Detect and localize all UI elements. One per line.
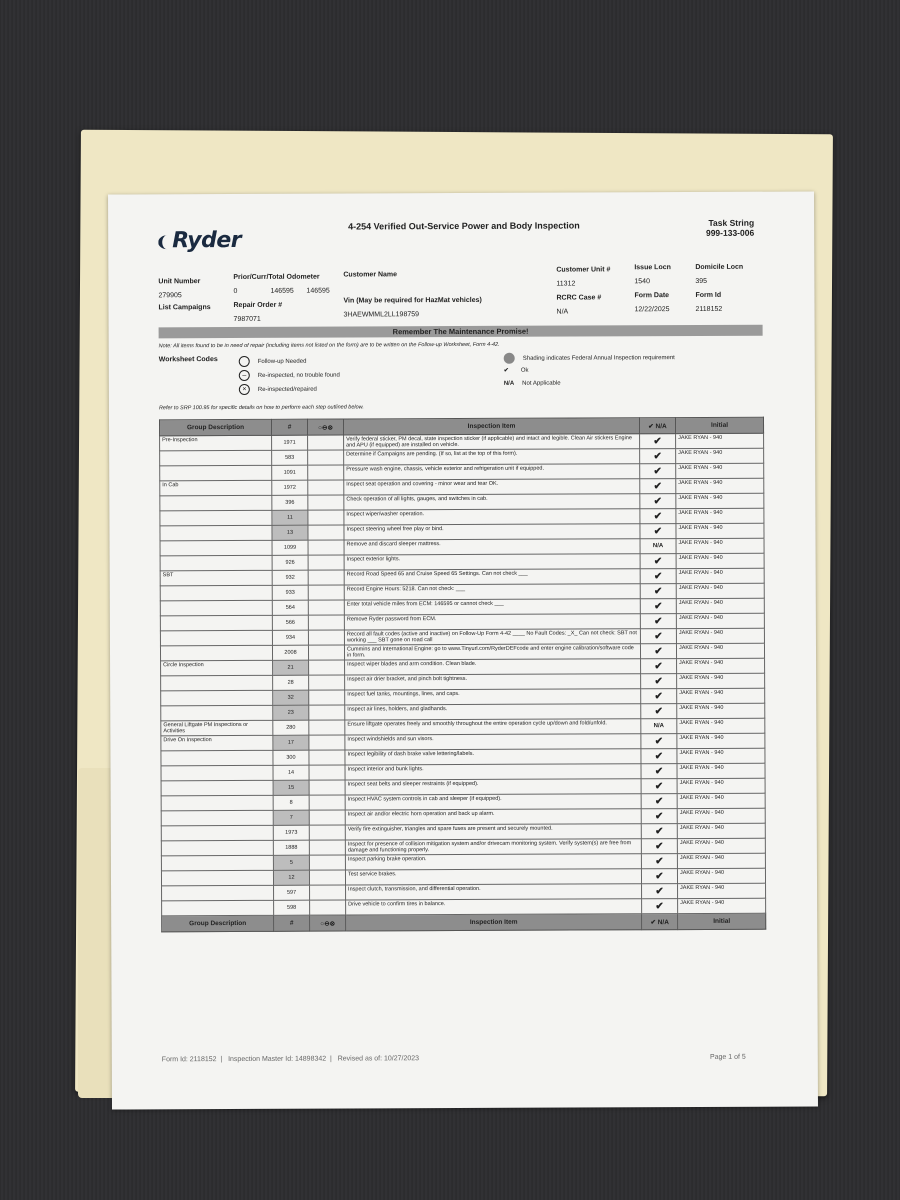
- code-cell: [309, 855, 345, 870]
- check-cell: ✔: [641, 689, 677, 704]
- check-cell: ✔: [640, 569, 676, 584]
- code-cell: [308, 495, 344, 510]
- check-cell: ✔: [640, 524, 676, 539]
- item-number: 23: [273, 705, 309, 720]
- inspection-form: [108, 191, 818, 1109]
- check-cell: ✔: [641, 764, 677, 779]
- group-cell: [161, 690, 273, 705]
- check-cell: ✔: [641, 854, 677, 869]
- check-cell: ✔: [640, 434, 676, 449]
- inspection-item: Inspect seat belts and sleeper restraints (if equipped).: [345, 779, 641, 795]
- check-cell: ✔: [641, 824, 677, 839]
- inspection-item: Drive vehicle to confirm tires in balance.: [346, 899, 642, 915]
- inspection-item: Record Engine Hours: 5218. Can not check: ___: [344, 584, 640, 600]
- group-cell: [160, 525, 272, 540]
- group-cell: [161, 705, 273, 720]
- initial-cell: JAKE RYAN - 940: [677, 823, 765, 838]
- code-cell: [309, 795, 345, 810]
- group-cell: [161, 870, 273, 885]
- check-cell: ✔: [640, 554, 676, 569]
- initial-cell: JAKE RYAN - 940: [677, 658, 765, 673]
- item-number: 8: [273, 795, 309, 810]
- code-cell: [309, 870, 345, 885]
- check-cell: N/A: [641, 719, 677, 734]
- group-cell: [160, 510, 272, 525]
- check-cell: ✔: [642, 884, 678, 899]
- inspection-item: Pressure wash engine, chassis, vehicle exterior and refrigeration unit if equipped.: [344, 464, 640, 480]
- check-cell: ✔: [640, 614, 676, 629]
- check-cell: ✔: [641, 659, 677, 674]
- vin: 3HAEWMML2LL198759: [343, 311, 420, 319]
- initial-cell: JAKE RYAN - 940: [677, 703, 765, 718]
- group-cell: [160, 465, 272, 480]
- inspection-item: Remove Ryder password from ECM.: [344, 614, 640, 630]
- check-cell: ✔: [641, 734, 677, 749]
- code-cell: [309, 810, 345, 825]
- check-cell: ✔: [640, 644, 676, 659]
- code-cell: [310, 900, 346, 915]
- inspection-item: Check operation of all lights, gauges, and switches in cab.: [344, 494, 640, 510]
- code-cell: [309, 675, 345, 690]
- item-number: 1888: [273, 840, 309, 855]
- group-cell: [161, 855, 273, 870]
- inspection-item: Inspect wiper/washer operation.: [344, 509, 640, 525]
- inspection-item: Inspect windshields and sun visors.: [345, 734, 641, 750]
- code-cell: [309, 840, 345, 855]
- group-cell: Circle Inspection: [161, 660, 273, 675]
- initial-cell: JAKE RYAN - 940: [677, 688, 765, 703]
- page-title: 4-254 Verified Out-Service Power and Body Inspection: [348, 220, 580, 232]
- inspection-item: Verify federal sticker, PM decal, state inspection sticker (if applicable) and intact and legible. Clean Air stickers Engine and APU (if equipped) are installed on vehicle.: [344, 434, 640, 450]
- check-cell: ✔: [640, 464, 676, 479]
- item-number: 5: [273, 855, 309, 870]
- task-string: Task String 999-133-006: [705, 217, 755, 238]
- initial-cell: JAKE RYAN - 940: [676, 448, 764, 463]
- check-cell: ✔: [642, 899, 678, 914]
- initial-cell: JAKE RYAN - 940: [676, 613, 764, 628]
- inspection-item: Inspect legibility of dash brake valve lettering/labels.: [345, 749, 641, 765]
- item-number: 934: [272, 630, 308, 645]
- code-cell: [308, 570, 344, 585]
- code-cell: [308, 510, 344, 525]
- item-number: 396: [272, 495, 308, 510]
- initial-cell: JAKE RYAN - 940: [676, 598, 764, 613]
- inspection-item: Enter total vehicle miles from ECM: 146595 or cannot check ___: [344, 599, 640, 615]
- reinspected-ok-icon: –: [239, 370, 250, 381]
- inspection-item: Inspect parking brake operation.: [345, 854, 641, 870]
- follow-up-icon: [239, 356, 250, 367]
- inspection-item: Cummins and International Engine: go to www.Tinyurl.com/RyderDEFcode and enter engine calibration/software code in form.: [344, 644, 640, 660]
- initial-cell: JAKE RYAN - 940: [677, 808, 765, 823]
- initial-cell: JAKE RYAN - 940: [677, 733, 765, 748]
- initial-cell: JAKE RYAN - 940: [677, 853, 765, 868]
- group-cell: Pre-Inspection: [160, 435, 272, 450]
- initial-cell: JAKE RYAN - 940: [677, 793, 765, 808]
- code-cell: [309, 735, 345, 750]
- inspection-item: Inspect air lines, holders, and gladhands.: [345, 704, 641, 720]
- item-number: 1972: [272, 480, 308, 495]
- group-cell: [160, 585, 272, 600]
- ryder-logo: Ryder: [158, 228, 241, 253]
- initial-cell: JAKE RYAN - 940: [676, 493, 764, 508]
- item-number: 566: [272, 615, 308, 630]
- inspection-table: [159, 417, 766, 933]
- initial-cell: JAKE RYAN - 940: [678, 898, 766, 913]
- item-number: 17: [273, 735, 309, 750]
- group-cell: [160, 615, 272, 630]
- item-number: 32: [273, 690, 309, 705]
- code-cell: [308, 465, 344, 480]
- initial-cell: JAKE RYAN - 940: [677, 838, 765, 853]
- group-cell: [161, 795, 273, 810]
- inspection-item: Inspect seat operation and covering - minor wear and tear OK.: [344, 479, 640, 495]
- inspection-item: Inspect air and/or electric horn operation and back up alarm.: [345, 809, 641, 825]
- group-cell: [160, 630, 272, 645]
- group-cell: [161, 810, 273, 825]
- initial-cell: JAKE RYAN - 940: [677, 673, 765, 688]
- item-number: 21: [273, 660, 309, 675]
- initial-cell: JAKE RYAN - 940: [677, 748, 765, 763]
- item-number: 15: [273, 780, 309, 795]
- item-number: 933: [272, 585, 308, 600]
- group-cell: [161, 840, 273, 855]
- initial-cell: JAKE RYAN - 940: [676, 568, 764, 583]
- worksheet-codes: Worksheet Codes Follow-up Needed – Re-inspected, no trouble found × Re-inspected/repaired Shading indicates Federal Annual Inspection requirement ✔ Ok N/A Not Applicable: [159, 352, 763, 407]
- inspection-item: Record all fault codes (active and inactive) on Follow-Up Form 4-42 ____ No Fault Codes: _X_ Can not check: SBT not working ___ SBT gone on road call: [344, 629, 640, 645]
- code-cell: [309, 690, 345, 705]
- initial-cell: JAKE RYAN - 940: [676, 643, 764, 658]
- unit-number: 279905: [158, 292, 182, 300]
- check-cell: ✔: [641, 674, 677, 689]
- item-number: 28: [273, 675, 309, 690]
- table-header-row: Group Description # ○⊖⊗ Inspection Item ✔ N/A Initial: [159, 417, 763, 436]
- page-number: Page 1 of 5: [709, 1053, 746, 1061]
- inspection-item: Determine if Campaigns are pending. (If so, list at the top of this form).: [344, 449, 640, 465]
- initial-cell: JAKE RYAN - 940: [676, 463, 764, 478]
- group-cell: [160, 495, 272, 510]
- code-cell: [309, 750, 345, 765]
- check-cell: ✔: [640, 479, 676, 494]
- inspection-item: Inspect HVAC system controls in cab and sleeper (if equipped).: [345, 794, 641, 810]
- check-cell: ✔: [640, 509, 676, 524]
- initial-cell: JAKE RYAN - 940: [676, 433, 764, 448]
- inspection-item: Ensure liftgate operates freely and smoothly throughout the entire operation cycle up/down and fold/unfold.: [345, 719, 641, 735]
- group-cell: [160, 450, 272, 465]
- initial-cell: JAKE RYAN - 940: [676, 523, 764, 538]
- table-footer-row: Group Description # ○⊖⊗ Inspection Item ✔ N/A Initial: [162, 913, 766, 932]
- group-cell: [162, 900, 274, 915]
- item-number: 564: [272, 600, 308, 615]
- group-cell: [161, 825, 273, 840]
- item-number: 597: [274, 885, 310, 900]
- initial-cell: JAKE RYAN - 940: [677, 868, 765, 883]
- initial-cell: JAKE RYAN - 940: [676, 508, 764, 523]
- inspection-item: Inspect clutch, transmission, and differential operation.: [346, 884, 642, 900]
- code-cell: [308, 645, 344, 660]
- code-cell: [308, 585, 344, 600]
- maintenance-banner: Remember The Maintenance Promise!: [159, 325, 763, 339]
- check-cell: ✔: [641, 794, 677, 809]
- check-cell: ✔: [640, 599, 676, 614]
- code-cell: [309, 705, 345, 720]
- group-cell: General Liftgate PM Inspections or Activities: [161, 720, 273, 735]
- initial-cell: JAKE RYAN - 940: [677, 778, 765, 793]
- inspection-item: Record Road Speed 65 and Cruise Speed 65 Settings. Can not check ___: [344, 569, 640, 585]
- item-number: 13: [272, 525, 308, 540]
- inspection-item: Inspect for presence of collision mitigation system and/or drivecam monitoring system. Verify system(s) are free from damage and functioning properly.: [345, 839, 641, 855]
- check-cell: ✔: [640, 584, 676, 599]
- check-icon: ✔: [503, 367, 509, 374]
- check-cell: N/A: [640, 539, 676, 554]
- inspection-item: Remove and discard sleeper mattress.: [344, 539, 640, 555]
- code-cell: [309, 825, 345, 840]
- item-number: 2008: [272, 645, 308, 660]
- item-number: 1099: [272, 540, 308, 555]
- item-number: 598: [274, 900, 310, 915]
- code-cell: [310, 885, 346, 900]
- code-cell: [309, 720, 345, 735]
- check-cell: ✔: [640, 494, 676, 509]
- check-cell: ✔: [641, 704, 677, 719]
- initial-cell: JAKE RYAN - 940: [676, 628, 764, 643]
- item-number: 583: [272, 450, 308, 465]
- inspection-item: Inspect fuel tanks, mountings, lines, and caps.: [345, 689, 641, 705]
- inspection-item: Inspect air drier bracket, and pinch bolt tightness.: [345, 674, 641, 690]
- code-cell: [308, 435, 344, 450]
- initial-cell: JAKE RYAN - 940: [676, 478, 764, 493]
- item-number: 1973: [273, 825, 309, 840]
- group-cell: [161, 750, 273, 765]
- reinspected-repaired-icon: ×: [239, 384, 250, 395]
- item-number: 1091: [272, 465, 308, 480]
- group-cell: Drive On Inspection: [161, 735, 273, 750]
- group-cell: [161, 675, 273, 690]
- check-cell: ✔: [641, 869, 677, 884]
- item-number: 280: [273, 720, 309, 735]
- code-cell: [308, 630, 344, 645]
- code-cell: [309, 780, 345, 795]
- check-cell: ✔: [641, 749, 677, 764]
- initial-cell: JAKE RYAN - 940: [677, 718, 765, 733]
- inspection-item: Test service brakes.: [345, 869, 641, 885]
- item-number: 932: [272, 570, 308, 585]
- code-cell: [308, 450, 344, 465]
- code-cell: [308, 600, 344, 615]
- repair-note: Note: All items found to be in need of repair (including items not listed on the form) are to be written on the Follow-up Worksheet, Form 4-42.: [158, 341, 500, 350]
- unit-info: Unit Number 279905 Prior/Curr/Total Odometer 0 146595 146595 Customer Name Customer Unit # 11312 Issue Locn 1540 Domicile Locn 395 List Campaigns Repair Order # 7987071 Vin (May be required for HazMat vehicles) 3HAEWMML2LL198759 RCRC Case # N/A Form Date 12/22/2025 Form Id 2118152: [158, 263, 744, 323]
- item-number: 300: [273, 750, 309, 765]
- code-cell: [308, 525, 344, 540]
- item-number: 12: [273, 870, 309, 885]
- check-cell: ✔: [641, 779, 677, 794]
- initial-cell: JAKE RYAN - 940: [676, 538, 764, 553]
- group-cell: SBT: [160, 570, 272, 585]
- code-cell: [309, 660, 345, 675]
- item-number: 926: [272, 555, 308, 570]
- check-cell: ✔: [641, 839, 677, 854]
- inspection-item: Inspect exterior lights.: [344, 554, 640, 570]
- item-number: 11: [272, 510, 308, 525]
- inspection-item: Inspect wiper blades and arm condition. Clean blade.: [345, 659, 641, 675]
- group-cell: In Cab: [160, 480, 272, 495]
- code-cell: [308, 540, 344, 555]
- group-cell: [160, 645, 272, 660]
- inspection-item: Inspect steering wheel free play or bind.: [344, 524, 640, 540]
- check-cell: ✔: [640, 449, 676, 464]
- code-cell: [309, 765, 345, 780]
- item-number: 14: [273, 765, 309, 780]
- group-cell: [160, 600, 272, 615]
- initial-cell: JAKE RYAN - 940: [678, 883, 766, 898]
- group-cell: [160, 540, 272, 555]
- group-cell: [160, 555, 272, 570]
- initial-cell: JAKE RYAN - 940: [677, 763, 765, 778]
- item-number: 7: [273, 810, 309, 825]
- srp-reference: Refer to SRP 100.95 for specific details on how to perform each step outlined below.: [158, 404, 364, 412]
- group-cell: [161, 765, 273, 780]
- group-cell: [161, 780, 273, 795]
- initial-cell: JAKE RYAN - 940: [676, 553, 764, 568]
- inspection-item: Inspect interior and bunk lights.: [345, 764, 641, 780]
- initial-cell: JAKE RYAN - 940: [676, 583, 764, 598]
- shading-icon: [504, 353, 515, 364]
- item-number: 1971: [272, 435, 308, 450]
- group-cell: [162, 885, 274, 900]
- code-cell: [308, 480, 344, 495]
- inspection-item: Verify fire extinguisher, triangles and spare fuses are present and securely mounted.: [345, 824, 641, 840]
- form-footer: Form Id: 2118152 | Inspection Master Id: 14898342 | Revised as of: 10/27/2023 Page 1 of 5: [161, 1053, 746, 1064]
- check-cell: ✔: [641, 809, 677, 824]
- code-cell: [308, 615, 344, 630]
- check-cell: ✔: [640, 629, 676, 644]
- code-cell: [308, 555, 344, 570]
